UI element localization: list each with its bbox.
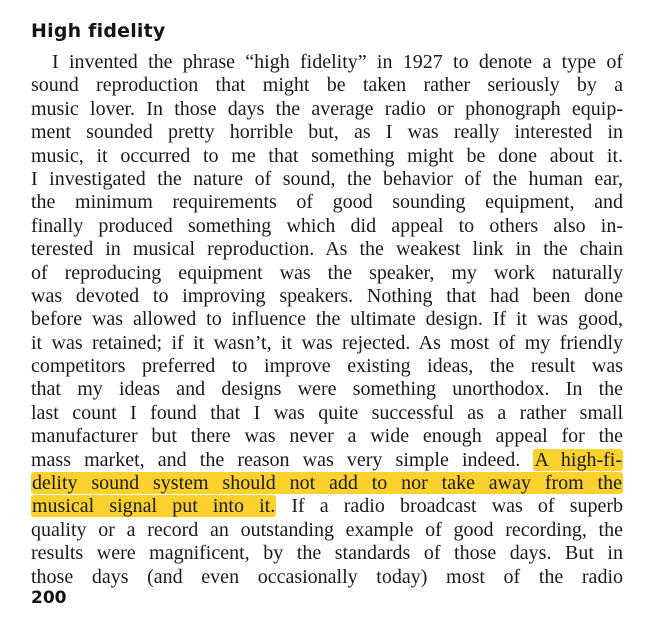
paragraph-line: I invented the phrase “high fidelity” in 1927 to denote a type of xyxy=(52,51,623,73)
paragraph-line: of reproducing equipment was the speaker, my work naturally xyxy=(31,261,623,284)
highlighted-text: delity sound system should not add to nor take away from the xyxy=(32,472,622,495)
paragraph-line: I investigated the nature of sound, the behavior of the human ear, xyxy=(31,167,623,190)
paragraph-line: results were magnificent, by the standards of those days. But in xyxy=(31,542,623,565)
paragraph-line-with-highlight xyxy=(31,495,623,518)
paragraph-line: terested in musical reproduction. As the weakest link in the chain xyxy=(31,238,623,261)
paragraph-line: sound reproduction that might be taken rather seriously by a xyxy=(31,74,623,97)
line-text: If a radio broadcast was of superb xyxy=(291,495,624,518)
section-heading: High fidelity xyxy=(31,20,166,42)
paragraph-line-highlighted xyxy=(31,472,623,495)
paragraph-line-with-highlight xyxy=(31,449,623,472)
paragraph-line: last count I found that I was quite successful as a rather small xyxy=(31,401,623,424)
paragraph-line: the minimum requirements of good sounding equipment, and xyxy=(31,191,623,214)
paragraph-line: competitors preferred to improve existing ideas, the result was xyxy=(31,355,623,378)
paragraph-line: ment sounded pretty horrible but, as I was really interested in xyxy=(31,121,623,144)
paragraph-line: it was retained; if it wasn’t, it was rejected. As most of my friendly xyxy=(31,331,623,354)
paragraph-line: finally produced something which did appeal to others also in- xyxy=(31,214,623,237)
page-number: 200 xyxy=(31,588,67,608)
paragraph-line: that my ideas and designs were something unorthodox. In the xyxy=(31,378,623,401)
paragraph-line: those days (and even occasionally today) most of the radio xyxy=(31,565,623,588)
paragraph-line: music lover. In those days the average radio or phonograph equip- xyxy=(31,97,623,120)
highlighted-text: musical signal put into it. xyxy=(32,495,276,518)
paragraph-line: manufacturer but there was never a wide enough appeal for the xyxy=(31,425,623,448)
paragraph-line: music, it occurred to me that something might be done about it. xyxy=(31,144,623,167)
highlighted-text: A high-fi- xyxy=(534,448,622,471)
paragraph-line: before was allowed to influence the ultimate design. If it was good, xyxy=(31,308,623,331)
body-paragraph xyxy=(31,51,623,589)
paragraph-line: quality or a record an outstanding example of good recording, the xyxy=(31,518,623,541)
line-text: mass market, and the reason was very simple indeed. xyxy=(31,448,521,471)
paragraph-line: was devoted to improving speakers. Nothing that had been done xyxy=(31,284,623,307)
